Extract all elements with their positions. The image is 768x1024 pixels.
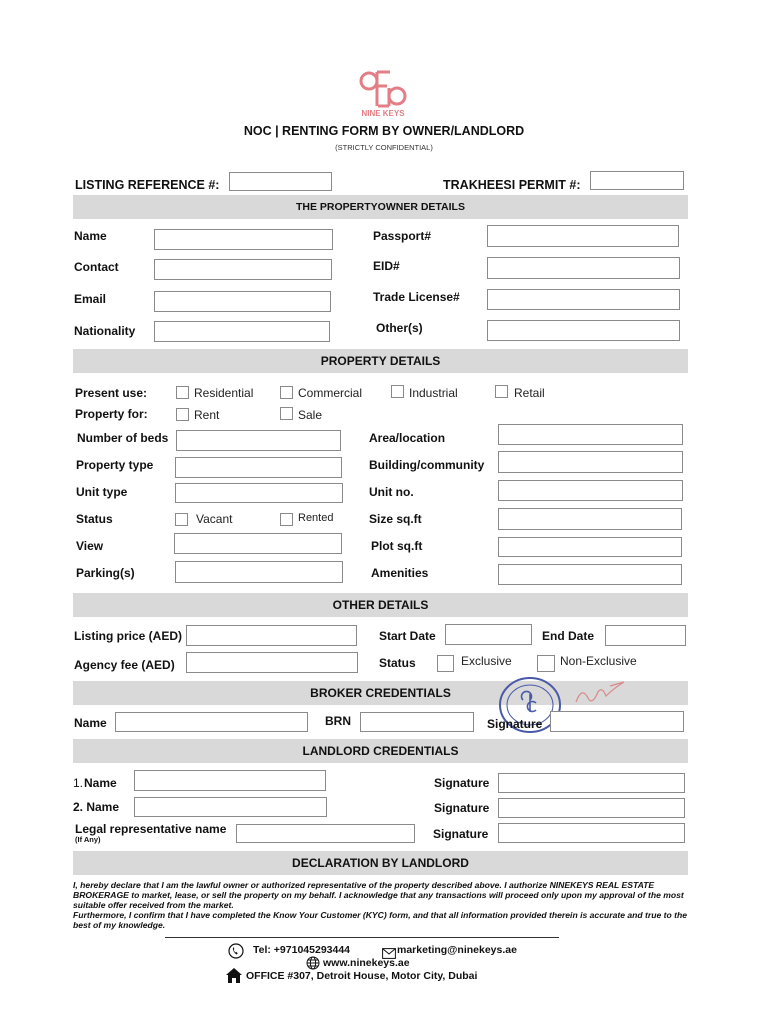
view-field[interactable] [174,533,342,554]
present-use-label: Present use: [75,386,148,400]
listing-price-field[interactable] [186,625,357,646]
footer-phone: Tel: +971045293444 [253,944,351,956]
logo-text: NINE KEYS [361,109,405,118]
start-date-label: Start Date [379,629,436,643]
home-icon-svg [225,967,243,984]
passport-field[interactable] [487,225,679,247]
legal-rep-label: Legal representative name [75,822,227,836]
unit-no-field[interactable] [498,480,683,501]
area-field[interactable] [498,424,683,445]
declaration-paragraph-1: I, hereby declare that I am the lawful owner or authorized representative of the property described above. I authorize NINEKEYS REAL ESTATE BROKERAGE to market, lease, or sell the property on my behalf. I acknowledge that any transactions will proceed only upon my approval of the most suitable offer received from the market. [73,880,684,910]
end-date-label: End Date [542,629,595,643]
plot-label: Plot sq.ft [371,539,423,553]
non-exclusive-option: Non-Exclusive [560,654,637,668]
owner-contact-label: Contact [74,260,119,274]
retail-checkbox[interactable] [495,385,508,398]
landlord-1-name-field[interactable] [134,770,326,791]
page-subtitle: (STRICTLY CONFIDENTIAL) [335,143,433,152]
footer-divider [165,937,559,938]
legal-rep-signature-label: Signature [433,827,489,841]
agency-fee-label: Agency fee (AED) [74,658,175,672]
listing-reference-field[interactable] [229,172,332,191]
property-type-field[interactable] [175,457,342,478]
others-field[interactable] [487,320,680,341]
area-label: Area/location [369,431,446,445]
trakheesi-permit-label: TRAKHEESI PERMIT #: [443,178,581,192]
property-details-header: PROPERTY DETAILS [73,349,688,373]
passport-label: Passport# [373,229,432,243]
legal-rep-signature-field[interactable] [498,823,685,843]
vacant-option: Vacant [196,512,233,526]
unit-no-label: Unit no. [369,485,414,499]
parking-label: Parking(s) [76,566,135,580]
vacant-checkbox[interactable] [175,513,188,526]
size-field[interactable] [498,508,682,530]
broker-name-field[interactable] [115,712,308,732]
others-label: Other(s) [376,321,423,335]
other-details-header: OTHER DETAILS [73,593,688,617]
home-icon [225,967,243,984]
landlord-1-number: 1. [73,776,84,790]
broker-signature-label: Signature [487,717,543,731]
legal-rep-note: (If Any) [75,835,101,844]
declaration-paragraph-2: Furthermore, I confirm that I have completed the Know Your Customer (KYC) form, and that all information provided therein is accurate and true to the best of my knowledge. [73,910,688,930]
residential-option: Residential [194,386,254,400]
owner-name-field[interactable] [154,229,333,250]
parking-field[interactable] [175,561,343,583]
beds-label: Number of beds [77,431,169,445]
landlord-credentials-header: LANDLORD CREDENTIALS [73,739,688,763]
signature-scribble [570,680,640,712]
rent-option: Rent [194,408,220,422]
unit-type-label: Unit type [76,485,128,499]
footer-email[interactable]: marketing@ninekeys.ae [397,944,517,956]
listing-reference-label: LISTING REFERENCE #: [75,178,220,192]
rent-checkbox[interactable] [176,408,189,421]
exclusive-option: Exclusive [461,654,512,668]
brn-label: BRN [325,714,351,728]
building-label: Building/community [369,458,485,472]
landlord-2-name-label: 2. Name [73,800,120,814]
legal-rep-field[interactable] [236,824,415,843]
broker-signature-field[interactable] [550,711,684,732]
signature-scribble-icon [570,680,640,712]
trade-license-field[interactable] [487,289,680,310]
owner-email-label: Email [74,292,107,306]
industrial-checkbox[interactable] [391,385,404,398]
property-status-label: Status [76,512,113,526]
landlord-1-signature-label: Signature [434,776,490,790]
listing-status-label: Status [379,656,416,670]
owner-contact-field[interactable] [154,259,332,280]
agency-fee-field[interactable] [186,652,358,673]
landlord-1-name-label: Name [84,776,117,790]
industrial-option: Industrial [409,386,458,400]
trade-license-label: Trade License# [373,290,460,304]
owner-details-header: THE PROPERTYOWNER DETAILS [73,195,688,219]
footer-office: OFFICE #307, Detroit House, Motor City, Dubai [246,970,478,982]
property-for-label: Property for: [75,407,148,421]
non-exclusive-checkbox[interactable] [537,655,555,672]
unit-type-field[interactable] [175,483,343,503]
size-label: Size sq.ft [369,512,422,526]
retail-option: Retail [514,386,545,400]
brn-field[interactable] [360,712,474,732]
mail-icon [382,946,396,957]
landlord-1-signature-field[interactable] [498,773,685,793]
sale-option: Sale [298,408,323,422]
plot-field[interactable] [498,537,682,557]
end-date-field[interactable] [605,625,686,646]
start-date-field[interactable] [445,624,532,645]
rented-checkbox[interactable] [280,513,293,526]
sale-checkbox[interactable] [280,407,293,420]
broker-credentials-header: BROKER CREDENTIALS [73,681,688,705]
exclusive-checkbox[interactable] [437,655,454,672]
commercial-option: Commercial [298,386,363,400]
beds-field[interactable] [176,430,341,451]
landlord-2-name-field[interactable] [134,797,327,817]
company-logo [350,66,416,122]
owner-email-field[interactable] [154,291,331,312]
amenities-label: Amenities [371,566,429,580]
owner-name-label: Name [74,229,107,243]
amenities-field[interactable] [498,564,682,585]
listing-price-label: Listing price (AED) [74,629,183,643]
phone-icon [228,943,244,959]
landlord-2-signature-field[interactable] [498,798,685,818]
footer-website[interactable]: www.ninekeys.ae [323,957,410,969]
owner-nationality-field[interactable] [154,321,330,342]
declaration-header: DECLARATION BY LANDLORD [73,851,688,875]
page-title: NOC | RENTING FORM BY OWNER/LANDLORD [243,124,525,138]
view-label: View [76,539,104,553]
building-field[interactable] [498,451,683,473]
rented-option: Rented [298,512,334,524]
globe-icon-svg [306,956,320,970]
property-type-label: Property type [76,458,154,472]
globe-icon [306,956,320,970]
logo-mark-icon [350,66,416,110]
residential-checkbox[interactable] [176,386,189,399]
landlord-2-signature-label: Signature [434,801,490,815]
broker-name-label: Name [74,716,107,730]
phone-icon-svg [228,943,244,959]
trakheesi-permit-field[interactable] [590,171,684,190]
eid-label: EID# [373,259,400,273]
commercial-checkbox[interactable] [280,386,293,399]
owner-nationality-label: Nationality [74,324,136,338]
eid-field[interactable] [487,257,680,279]
